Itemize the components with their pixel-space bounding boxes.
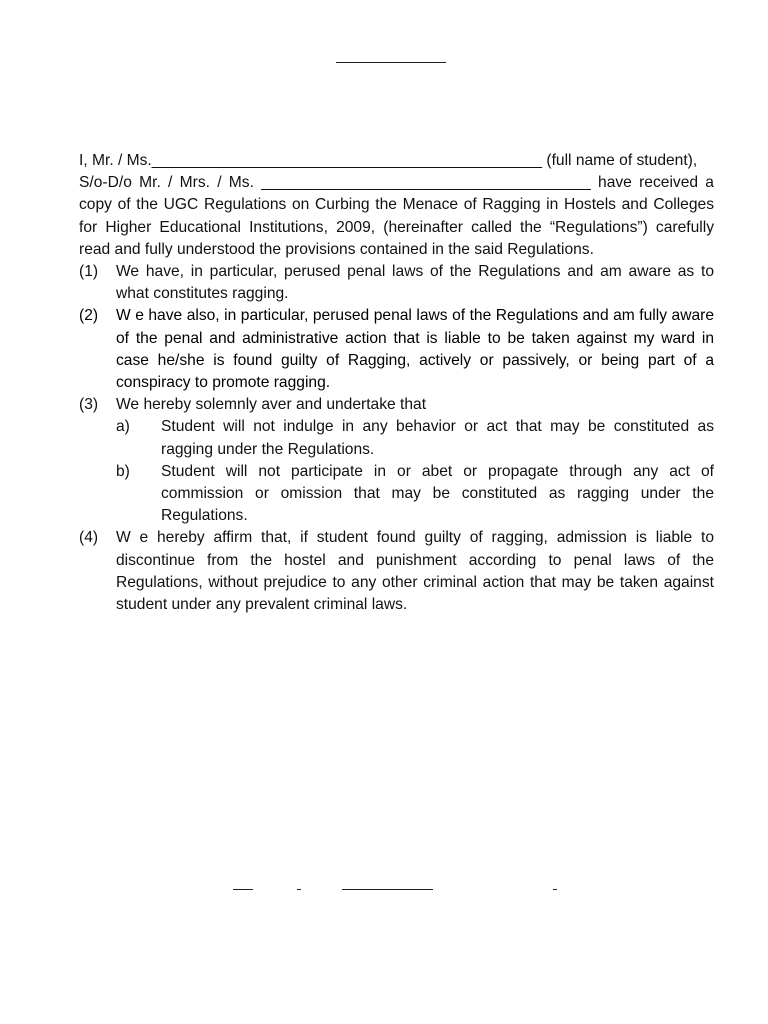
- list-item-text: W e have also, in particular, perused penal laws of the Regulations and am fully aware of the penal and administrative action that is liable to be taken against my ward in case he/she is found guilty of Ragging, actively or passively, or being part of a conspiracy to promote ragging.: [116, 307, 714, 392]
- signature-mark: [297, 889, 301, 890]
- list-item-text: W e hereby affirm that, if student found guilty of ragging, admission is liable to discontinue from the hostel and punishment according to penal laws of the Regulations, without prejudice to any other criminal action that may be taken against student under any prevalent criminal laws.: [116, 529, 714, 614]
- signature-row: [0, 889, 768, 893]
- list-item-2: [79, 305, 714, 394]
- sub-item-letter: b): [116, 462, 130, 480]
- list-item-3: [79, 394, 714, 416]
- sub-item-a: [116, 416, 714, 460]
- list-item-text: We hereby solemnly aver and undertake that: [116, 396, 427, 414]
- signature-line: [342, 889, 433, 890]
- list-item-4: [79, 527, 714, 616]
- list-item-1: [79, 261, 714, 305]
- intro-line1-suffix: (full name of student),: [542, 152, 698, 169]
- signature-line: [233, 889, 253, 890]
- list-item-number: (1): [79, 263, 99, 281]
- list-item-number: (2): [79, 307, 99, 325]
- signature-mark: [553, 889, 557, 890]
- title-underline: [336, 62, 446, 63]
- list-item-text: We have, in particular, perused penal laws of the Regulations and am aware as to what constitutes ragging.: [116, 263, 714, 303]
- list-item-number: (3): [79, 396, 99, 414]
- sub-item-b: [116, 461, 714, 528]
- sub-item-text: Student will not participate in or abet or propagate through any act of commission or omission that may be constituted as ragging under the Regulations.: [161, 462, 714, 525]
- list-item-number: (4): [79, 529, 99, 547]
- intro-line1-prefix: I, Mr. / Ms.: [79, 152, 152, 169]
- intro-line2-suffix: have received a copy of the UGC Regulations on Curbing the Menace of Ragging in Hostels and Colleges for Higher Educational Institutions, 2009, (hereinafter called the “Regulations”) carefully read and fully understood the provisions contained in the said Regulations.: [79, 174, 714, 258]
- student-name-blank: _____________________________________________: [151, 152, 543, 169]
- intro-line2-prefix: S/o-D/o Mr. / Mrs. / Ms.: [79, 174, 262, 192]
- intro-paragraph: [79, 150, 714, 261]
- sub-item-letter: a): [116, 418, 130, 436]
- sub-item-text: Student will not indulge in any behavior or act that may be constituted as ragging under the Regulations.: [161, 418, 714, 458]
- parent-name-blank: ______________________________________: [261, 174, 591, 192]
- undertaking-body: [79, 150, 714, 616]
